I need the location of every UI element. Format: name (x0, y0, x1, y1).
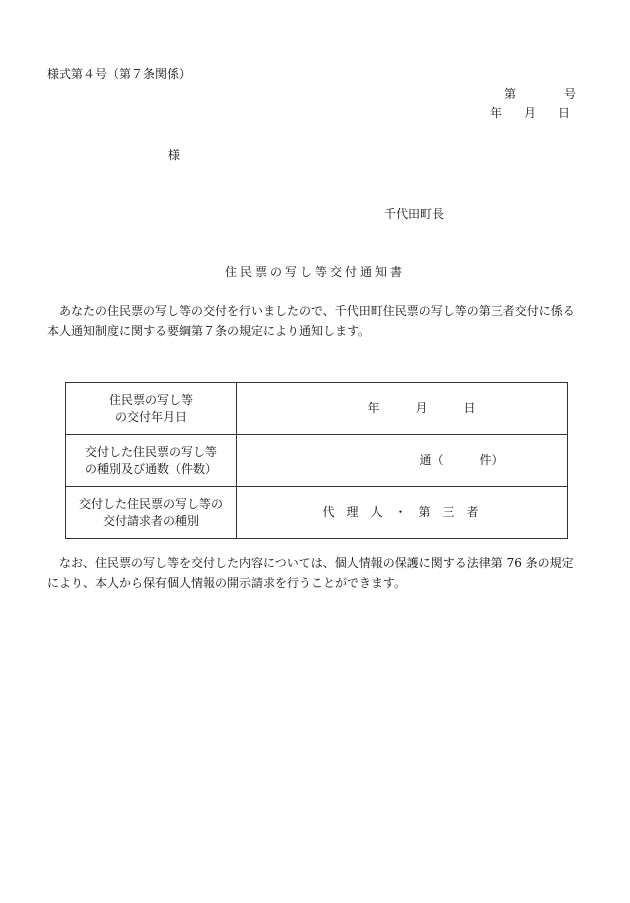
field-day: 日 (463, 401, 476, 415)
issuer-name: 千代田町長 (384, 207, 445, 221)
intro-paragraph: あなたの住民票の写し等の交付を行いましたので、千代田町住民票の写し等の第三者交付に係る本人通知制度に関する要綱第７条の規定により通知します。 (47, 304, 575, 338)
table-row-issue-date (66, 383, 568, 435)
table-value-issue-date (237, 383, 568, 435)
table-value-requester-type: 代理人・第三者 (237, 487, 568, 539)
notification-details-table (65, 382, 568, 539)
issue-date (490, 105, 570, 121)
field-month: 月 (415, 401, 428, 415)
ref-go-label: 号 (564, 87, 577, 101)
form-number-label: 様式第４号（第７条関係） (47, 67, 192, 81)
document-title: 住民票の写し等交付通知書 (224, 265, 405, 279)
table-label-requester-type (66, 487, 237, 539)
label-line: 交付した住民票の写し等 (84, 444, 217, 459)
table-label-issue-date (66, 383, 237, 435)
label-line: 住民票の写し等 (108, 392, 193, 407)
issue-date-day: 日 (558, 106, 571, 120)
closing-paragraph: なお、住民票の写し等を交付した内容については、個人情報の保護に関する法律第 76 条の規定により、本人から保有個人情報の開示請求を行うことができます。 (47, 556, 574, 590)
label-line: の種別及び通数（件数） (84, 461, 217, 476)
issue-date-year: 年 (490, 106, 503, 120)
table-row-requester-type (66, 487, 568, 539)
label-line: 交付請求者の種別 (102, 513, 199, 528)
table-row-type-count (66, 435, 568, 487)
reference-number (504, 86, 576, 102)
field-year: 年 (367, 401, 380, 415)
count-prefix: 通（ (419, 453, 444, 467)
table-label-type-count (66, 435, 237, 487)
count-suffix: 件） (479, 453, 504, 467)
ref-dai-label: 第 (504, 87, 517, 101)
addressee-suffix: 様 (168, 148, 181, 162)
label-line: の交付年月日 (114, 409, 187, 424)
label-line: 交付した住民票の写し等の (78, 496, 223, 511)
issue-date-month: 月 (524, 106, 537, 120)
table-value-type-count (237, 435, 568, 487)
